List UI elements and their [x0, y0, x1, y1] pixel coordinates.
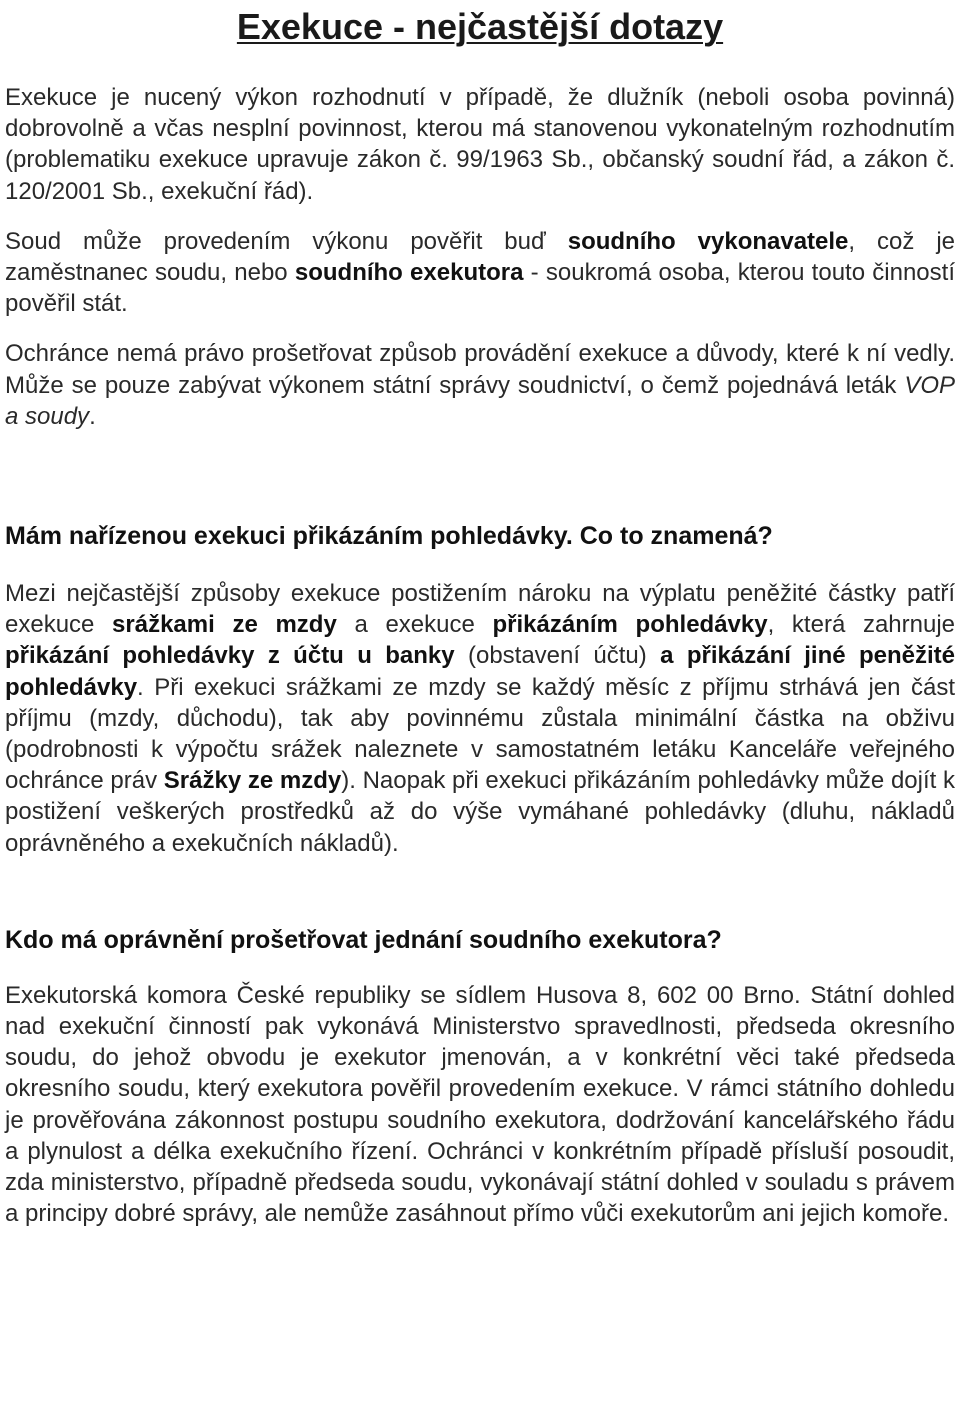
claim-assignment-paragraph — [5, 578, 955, 859]
text-span: . — [89, 402, 96, 430]
section-heading-claim-assignment: Mám nařízenou exekuci přikázáním pohledávky. Co to znamená? — [5, 522, 773, 551]
executor-types-paragraph — [5, 226, 955, 320]
text-span: (obstavení účtu) — [454, 642, 661, 670]
text-span: a exekuce — [336, 611, 493, 639]
bold-term: přikázáním pohledávky — [492, 611, 768, 639]
oversight-paragraph: Exekutorská komora České republiky se sídlem Husova 8, 602 00 Brno. Státní dohled nad exekuční činností pak vykonává Ministerstvo spravedlnosti, předseda okresního soudu, do jehož obvodu je exekutor jmenován, a v konkrétní věci také předseda okresního soudu, který exekutora pověřil provedením exekuce. V rámci státního dohledu je prověřována zákonnost postupu soudního exekutora, dodržování kancelářského řádu a plynulost a délka exekučního řízení. Ochránci v konkrétním případě přísluší posoudit, zda ministerstvo, případně předseda soudu, vykonávají státní dohled v souladu s právem a principy dobré správy, ale nemůže zasáhnout přímo vůči exekutorům ani jejich komoře. — [5, 981, 955, 1228]
text-span: Mezi nejčastější způsoby exekuce postižením nároku na výplatu peněžité částky patří exekuce — [5, 580, 955, 639]
text-span: , která zahrnuje — [767, 611, 956, 639]
page-title: Exekuce - nejčastější dotazy — [236, 6, 724, 47]
intro-paragraph: Exekuce je nucený výkon rozhodnutí v případě, že dlužník (neboli osoba povinná) dobrovolně a včas nesplní povinnost, kterou má stanovenou vykonatelným rozhodnutím (problematiku exekuce upravuje zákon č. 99/1963 Sb., občanský soudní řád, a zákon č. 120/2001 Sb., exekuční řád). — [5, 84, 955, 205]
bold-term: přikázání pohledávky z účtu u banky — [5, 642, 455, 670]
bold-term: a přikázání jiné peněžité pohledávky — [5, 642, 955, 701]
leaflet-reference: VOP a soudy — [5, 371, 955, 430]
text-span: , což je zaměstnanec soudu, nebo — [5, 227, 956, 287]
bold-term: soudního exekutora — [294, 259, 524, 287]
text-span: Ochránce nemá právo prošetřovat způsob provádění exekuce a důvody, které k ní vedly. Může se pouze zabývat výkonem státní správy soudnictví, o čemž pojednává leták — [5, 340, 955, 399]
text-span: - soukromá osoba, kterou touto činností pověřil stát. — [5, 259, 955, 318]
bold-term: Srážky ze mzdy — [163, 767, 342, 795]
section-heading-oversight: Kdo má oprávnění prošetřovat jednání soudního exekutora? — [5, 925, 722, 954]
text-span: . Při exekuci srážkami ze mzdy se každý měsíc z příjmu strhává jen část příjmu (mzdy, důchodu), tak aby povinnému zůstala minimální částka na obživu (podrobnosti k výpočtu srážek naleznete v samostatném letáku Kanceláře veřejného ochránce práv — [5, 673, 955, 795]
text-span: Soud může provedením výkonu pověřit buď — [5, 227, 568, 255]
bold-term: soudního vykonavatele — [567, 227, 849, 255]
ombudsman-scope-paragraph — [5, 338, 955, 432]
bold-term: srážkami ze mzdy — [112, 611, 337, 639]
text-span: ). Naopak při exekuci přikázáním pohledávky může dojít k postižení veškerých prostředků až do výše vymáhané pohledávky (dluhu, nákladů oprávněného a exekučních nákladů). — [5, 767, 955, 857]
